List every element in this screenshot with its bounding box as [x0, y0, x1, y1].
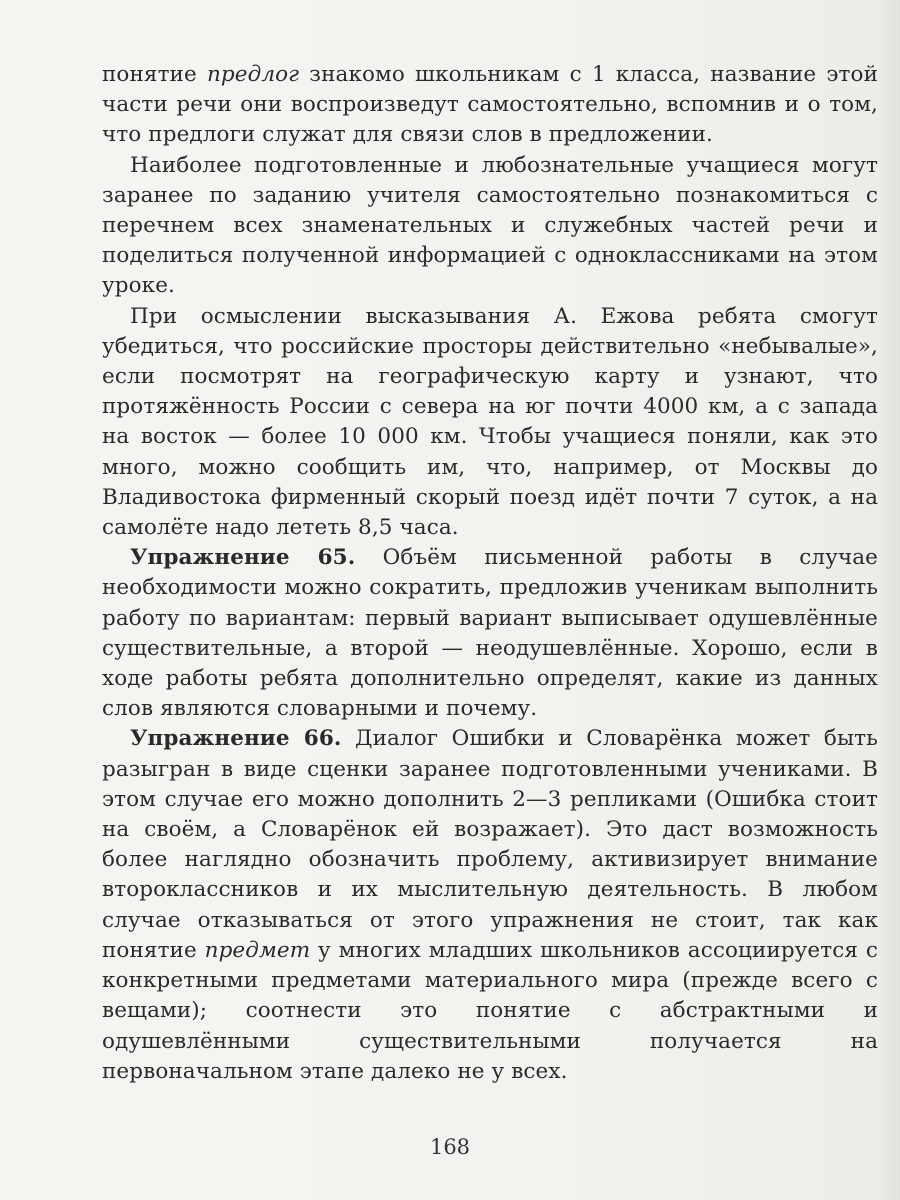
exercise-66-heading: Упражнение 66.	[130, 726, 342, 752]
text-run: Наиболее подготовленные и любознательные учащиеся могут заранее по заданию учителя самостоятельно познакомиться с перечнем всех знаменательных и служебных частей речи и поделиться полученной информацией с одноклассниками на этом уроке.	[102, 152, 878, 299]
italic-term-predlog: предлог	[206, 62, 300, 87]
paragraph-exercise-65	[102, 543, 878, 724]
italic-term-predmet: предмет	[204, 937, 311, 963]
text-run: Объём письменной работы в случае необходимости можно сократить, предложив ученикам выполнить работу по вариантам: первый вариант выписывает одушевлённые существительные, а второй — неодушевлённые. Хорошо, если в ходе работы ребята дополнительно определят, какие из данных слов являются словарными и почему.	[102, 545, 879, 722]
paragraph-preposition-concept	[102, 60, 878, 151]
paragraph-exercise-66	[102, 724, 878, 1086]
text-run: Диалог Ошибки и Словарёнка может быть разыгран в виде сценки заранее подготовленными учениками. В этом случае его можно дополнить 2—3 репликами (Ошибка стоит на своём, а Словарёнок ей возражает). Это даст возможность более наглядно обозначить проблему, активизирует внимание второклассников и их мыслительную деятельность. В любом случае отказываться от этого упражнения не стоит, так как понятие	[102, 726, 878, 963]
page-number: 168	[429, 1135, 471, 1159]
page-edge-shadow	[878, 0, 900, 1200]
text-run: понятие	[102, 62, 207, 87]
paragraph-russia-distances	[102, 302, 878, 544]
text-run: знакомо школьникам с 1 класса, название этой части речи они воспроизведут самостоятельно, вспомнив и о том, что предлоги служат для связи слов в предложении.	[102, 62, 878, 148]
text-run: у многих младших школьников ассоциируется с конкретными предметами материального мира (прежде всего с вещами); соотнести это понятие с абстрактными и одушевлёнными существительными получается на первоначальном этапе далеко не у всех.	[102, 937, 878, 1084]
text-run: При осмыслении высказывания А. Ежова ребята смогут убедиться, что российские просторы действительно «небывалые», если посмотрят на географическую карту и узнают, что протяжённость России с севера на юг почти 4000 км, а с запада на восток — более 10 000 км. Чтобы учащиеся поняли, как это много, можно сообщить им, что, например, от Москвы до Владивостока фирменный скорый поезд идёт почти 7 суток, а на самолёте надо лететь 8,5 часа.	[102, 303, 878, 541]
body-text	[102, 60, 878, 1087]
paragraph-prepared-students	[102, 151, 878, 302]
exercise-65-heading: Упражнение 65.	[130, 545, 356, 571]
